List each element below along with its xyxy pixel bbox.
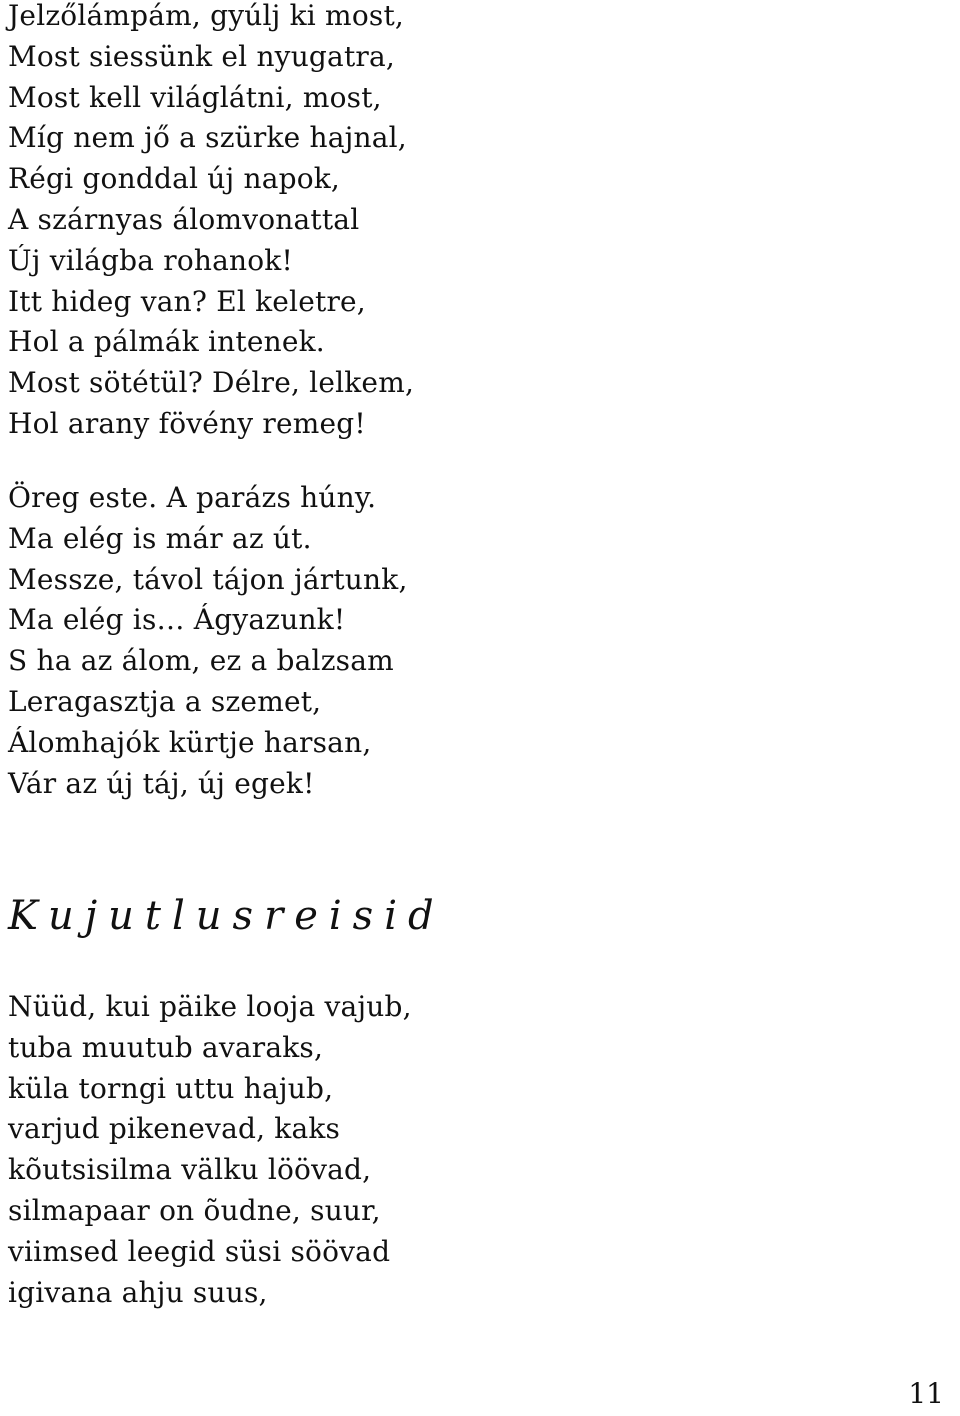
poem-line: Vár az új táj, új egek! — [8, 766, 315, 800]
poem-line: Ma elég is már az út. — [8, 521, 312, 555]
poem-line: varjud pikenevad, kaks — [8, 1112, 341, 1146]
poem-line: A szárnyas álomvonattal — [8, 202, 360, 236]
poem-line: Jelzőlámpám, gyúlj ki most, — [8, 0, 404, 32]
poem-stanza-1 — [8, 0, 414, 445]
poem-line: Hol arany fövény remeg! — [8, 406, 366, 440]
poem-line: Leragasztja a szemet, — [8, 684, 322, 718]
poem-line: Régi gonddal új napok, — [8, 162, 341, 196]
poem-line: Míg nem jő a szürke hajnal, — [8, 121, 407, 155]
poem-line: Most sötétül? Délre, lelkem, — [8, 366, 415, 400]
document-page — [8, 0, 948, 1416]
poem-line: Most kell világlátni, most, — [8, 80, 382, 114]
poem-title: Kujutlusreisid — [8, 893, 445, 939]
poem-line: tuba muutub avaraks, — [8, 1030, 324, 1064]
poem-line: Álomhajók kürtje harsan, — [8, 725, 372, 759]
poem-line: Hol a pálmák intenek. — [8, 325, 325, 359]
poem-line: küla torngi uttu hajub, — [8, 1071, 334, 1105]
poem-line: Ma elég is… Ágyazunk! — [8, 603, 346, 637]
poem-line: Most siessünk el nyugatra, — [8, 39, 395, 73]
page-number: 11 — [908, 1377, 944, 1410]
poem-line: Itt hideg van? El keletre, — [8, 284, 366, 318]
poem-stanza-3 — [8, 987, 412, 1313]
poem-line: Öreg este. A parázs húny. — [8, 481, 377, 514]
poem-line: S ha az álom, ez a balzsam — [8, 644, 394, 678]
poem-line: Messze, távol tájon jártunk, — [8, 562, 408, 596]
poem-line: silmapaar on õudne, suur, — [8, 1193, 381, 1227]
poem-line: igivana ahju suus, — [8, 1275, 268, 1309]
poem-line: Új világba rohanok! — [8, 243, 293, 277]
poem-line: kõutsisilma välku löövad, — [8, 1153, 372, 1187]
poem-stanza-2 — [8, 478, 408, 804]
poem-line: Nüüd, kui päike looja vajub, — [8, 990, 412, 1023]
poem-line: viimsed leegid süsi söövad — [8, 1234, 391, 1268]
